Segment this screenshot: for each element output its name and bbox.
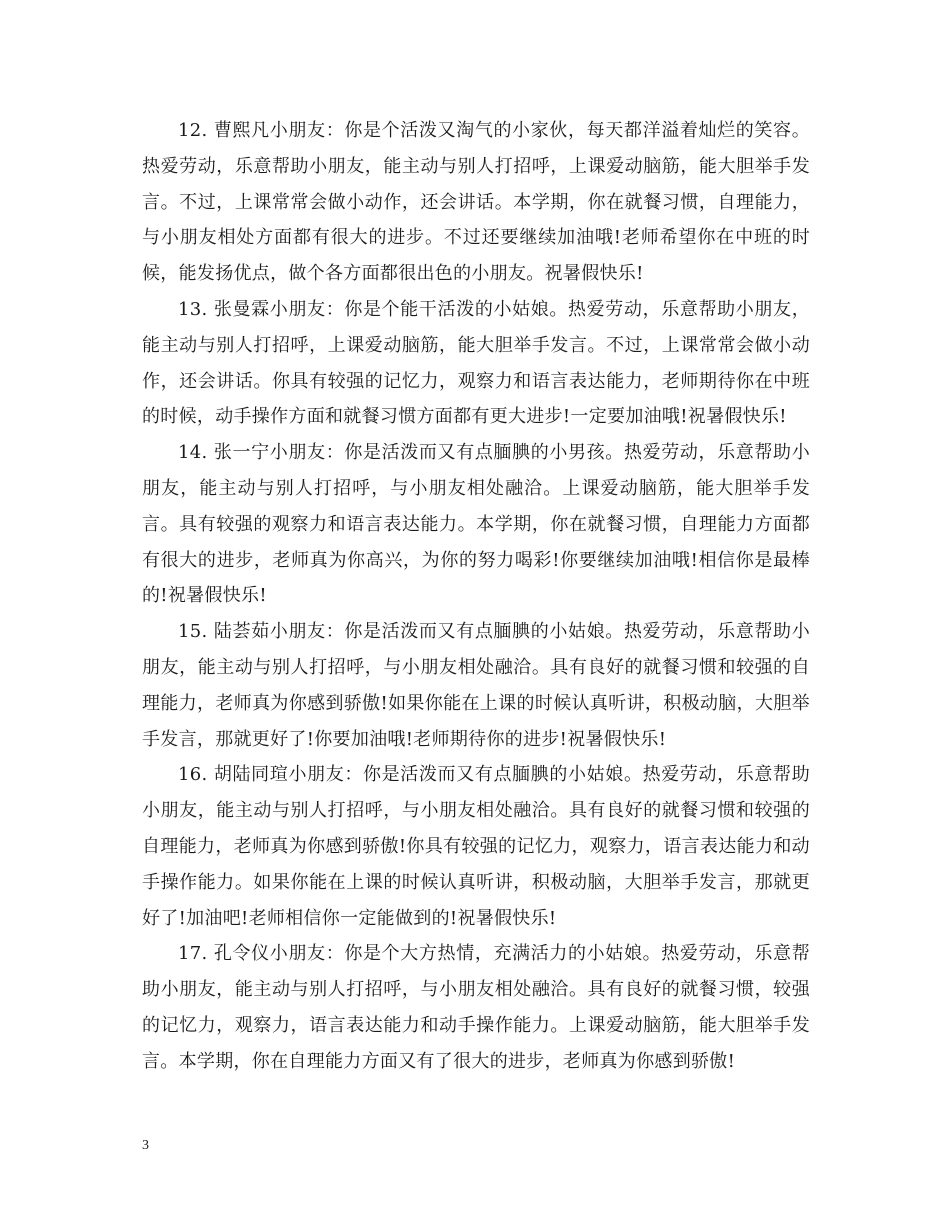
- document-body: [142, 113, 810, 1080]
- paragraph-16: 16. 胡陆同瑄小朋友：你是活泼而又有点腼腆的小姑娘。热爱劳动，乐意帮助小朋友，能主动与别人打招呼，与小朋友相处融洽。具有良好的就餐习惯和较强的自理能力，老师真为你感到骄傲!你具有较强的记忆力，观察力，语言表达能力和动手操作能力。如果你能在上课的时候认真听讲，积极动脑，大胆举手发言，那就更好了!加油吧!老师相信你一定能做到的!祝暑假快乐!: [142, 764, 810, 929]
- paragraph-14: 14. 张一宁小朋友：你是活泼而又有点腼腆的小男孩。热爱劳动，乐意帮助小朋友，能主动与别人打招呼，与小朋友相处融洽。上课爱动脑筋，能大胆举手发言。具有较强的观察力和语言表达能力。本学期，你在就餐习惯，自理能力方面都有很大的进步，老师真为你高兴，为你的努力喝彩!你要继续加油哦!相信你是最棒的!祝暑假快乐!: [142, 442, 810, 607]
- paragraph-13: 13. 张曼霖小朋友：你是个能干活泼的小姑娘。热爱劳动，乐意帮助小朋友，能主动与别人打招呼，上课爱动脑筋，能大胆举手发言。不过，上课常常会做小动作，还会讲话。你具有较强的记忆力，观察力和语言表达能力，老师期待你在中班的时候，动手操作方面和就餐习惯方面都有更大进步!一定要加油哦!祝暑假快乐!: [142, 298, 810, 428]
- page-number: 3: [142, 1138, 149, 1153]
- paragraph-17: 17. 孔令仪小朋友：你是个大方热情，充满活力的小姑娘。热爱劳动，乐意帮助小朋友，能主动与别人打招呼，与小朋友相处融洽。具有良好的就餐习惯，较强的记忆力，观察力，语言表达能力和动手操作能力。上课爱动脑筋，能大胆举手发言。本学期，你在自理能力方面又有了很大的进步，老师真为你感到骄傲!: [142, 943, 810, 1072]
- paragraph-12: 12. 曹熙凡小朋友：你是个活泼又淘气的小家伙，每天都洋溢着灿烂的笑容。热爱劳动，乐意帮助小朋友，能主动与别人打招呼，上课爱动脑筋，能大胆举手发言。不过，上课常常会做小动作，还会讲话。本学期，你在就餐习惯，自理能力，与小朋友相处方面都有很大的进步。不过还要继续加油哦!老师希望你在中班的时候，能发扬优点，做个各方面都很出色的小朋友。祝暑假快乐!: [142, 120, 810, 285]
- paragraph-15: 15. 陆荟茹小朋友：你是活泼而又有点腼腆的小姑娘。热爱劳动，乐意帮助小朋友，能主动与别人打招呼，与小朋友相处融洽。具有良好的就餐习惯和较强的自理能力，老师真为你感到骄傲!如果你能在上课的时候认真听讲，积极动脑，大胆举手发言，那就更好了!你要加油哦!老师期待你的进步!祝暑假快乐!: [142, 621, 810, 750]
